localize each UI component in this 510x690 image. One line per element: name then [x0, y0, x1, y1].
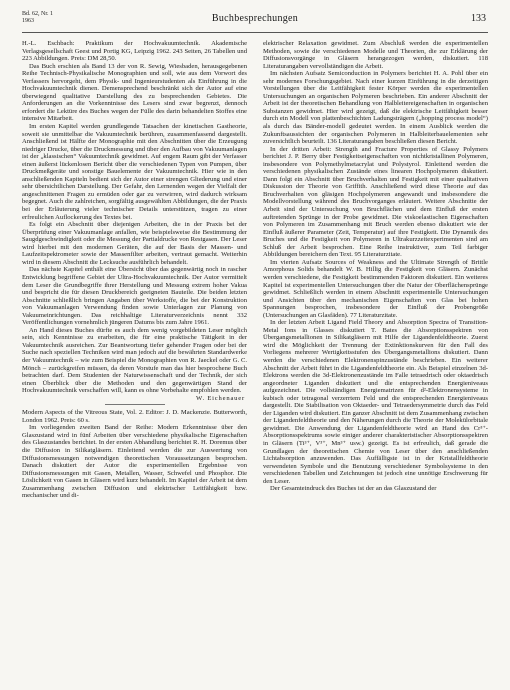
review2-paragraph-3: Im nächsten Aufsatz Semiconduction in Polymers berichtet H. A. Pohl über ein sehr modernes Forschungsgebiet. Nach einer kurzen Einführung in die derzeitigen Vorstellungen über die Leitfähigkeit fester Körper werden die experimentellen Untersuchungen an organischen Polymeren beschrieben. Ein anderer Abschnitt der Arbeit ist der theoretischen Behandlung von Halbleitereigenschaften in organischen Substanzen gewidmet. Hier wird gezeigt, daß die elektrische Leitfähigkeit besser durch ein Modell von plattenbeschichten Ladungsträgern („hopping process model“) als durch das Bänder-modell gedeutet werden. In einem Ausblick werden die Zukunftsaussichten der organischen Polymeren in Halbleiterbauelementen sehr zuversichtlich beurteilt. 136 Literaturangaben beschließen diesen Bericht. — [263, 70, 488, 146]
review1-paragraph-3: Es folgt ein Abschnitt über diejenigen Arbeiten, die in der Praxis bei der Überprüfung einer Vakuumanlage anfallen, wie beispielsweise die Bestimmung der Saugdgeschwindigkeit oder die Messung der Partialdrucke von Restgasen. Der Leser wird hierbei mit den modernen Geräten, die auf der Basis der Massen- und Laufzeitspektrometer sowie der Massenfilter arbeiten, vertraut gemacht. Weiterhin wird in diesem Abschnitt die Lecksuche ausführlich behandelt. — [22, 221, 247, 266]
review1-paragraph-5: An Hand dieses Buches dürfte es auch dem wenig vorgebildeten Leser möglich sein, sich Kenntnisse zu erarbeiten, die für eine praktische Tätigkeit in der Vakuumtechnik ausreichen. Zur Beantwortung tiefer gehender Fragen oder bei der Suche nach speziellen Techniken wird man jedoch auf die bewährten Standardwerke der Vakuumtechnik – wie zum Beispiel die Monographien von R. Jaeckel oder G. C. Mönch – zurückgreifen müssen, da deren Vorstufe man das hier besprochene Buch betrachten darf. Dem Studenten der Naturwissenschaft und der Technik, der sich einen Überblick über die Methoden und den gegenwärtigen Stand der Hochvakuumtechnik verschaffen will, kann es ohne Vorbehalte empfohlen werden. — [22, 326, 247, 395]
journal-year: 1963 — [22, 18, 34, 24]
journal-volume: Bd. 62, Nr. 1 — [22, 11, 54, 17]
review2-paragraph-7: Der Gesamteindruck des Buches ist der an das Glaszustand der — [270, 485, 437, 493]
review1-citation: H.-L. Eschbach: Praktikum der Hochvakuumtechnik. Akademische Verlagsgesellschaft Geest und Portig KG, Leipzig 1962. 243 Seiten, 26 Tabellen und 223 Abbildungen. Preis: DM 28,50. — [22, 40, 247, 63]
review1-paragraph-1: Das Buch erschien als Band 13 der von R. Sewig, Wiesbaden, herausgegebenen Reihe Technisch-Physikalische Monographien und soll, wie aus dem Vorwort des Verfassers hervorgeht, dem Physik- und Ingenieurstudenten als Einführung in die Hochvakuumtechnik dienen. Demensprechend beschränkt sich der Autor auf eine überwiegend qualitative Darstellung des zu besprechenden Gebietes. Die Anforderungen an die Vorkenntnisse des Lesers sind zwar begrenzt, dennoch erfordert die Lektüre des Buches wegen der Fülle des darin behandelten Stoffes eine intensive Mitarbeit. — [22, 62, 247, 123]
review-divider — [105, 404, 165, 405]
right-column — [263, 40, 488, 682]
review1-paragraph-4: Das nächste Kapitel enthält eine Übersicht über das gegenwärtig noch in rascher Entwicklung begriffene Gebiet der Ultra-Hochvakuumtechnik. Der Autor vermittelt dem Leser die Grundbegriffe ihrer Herstellung und Messung extrem hoher Vakua und bespricht die für diesen Druckbereich geeigneten Bauteile. Die beiden letzten Abschnitte schließlich bringen Angaben über Werkstoffe, die bei der Konstruktion von Vakuumanlagen Verwendung finden sowie Unterlagen zur Planung von Vakuumeinrichtungen. Das reichhaltige Literaturverzeichnis nennt 332 Veröffentlichungen vornehmlich jüngeren Datums bis zum Jahre 1961. — [22, 266, 247, 327]
review2-citation: Modern Aspects of the Vitreous State, Vol. 2. Editor: J. D. Mackenzie. Butterworth, London 1962. Preis: 60 s. — [22, 409, 247, 424]
review1-paragraph-2: Im ersten Kapitel werden grundlegende Tatsachen der kinetischen Gastheorie, soweit sie unmittelbar die Vakuumtechnik berühren, zusammenfassend dargestellt. Anschließend ist Hälfte der Monographie mit den Abschnitten über die Erzeugung niedriger Drucke, über die Druckmessung und über den Aufbau von Vakuumanlagen ist der „klassischen“ Vakuumtechnik gewidmet. Auf engem Raum gibt der Verfasser einen äußerst lückenlosen Bericht über die verschiedenen Typen von Pumpen, über Druckmeßgeräte und sonstige Bauelemente der Vakuumtechnik. Hier wie in den anschließenden Kapiteln bedient sich der Autor einer strengen Gliederung und einer sehr übersichtlichen Darstellung. Der Gefahr, den Lernenden wegen der Vielfalt der angeschnittenen Fragen zu ermüden oder gar zu verwirren, wird dadurch wirksam begegnet. Auch die zahlreichen, sorgfältig ausgewählten Abbildungen, die der Praxis bei der Erläuterung vieler technischer Details unterstützen, tragen zu einer erfreulichen Auflockerung des Textes bei. — [22, 123, 247, 221]
review2-paragraph-6: In der letzten Arbeit Ligand Field Theory and Absorption Spectra of Transition-Metal Ions in Glasses diskutiert T. Bates die Absorptionsspektren von Übergangsmetallionen in Silikatgläsern mit Hilfe der Ligandenfeldtheorie. Zuerst wird die Möglichkeit der Trennung der Extinktionskurven für den Fall des Vorliegens mehrerer Wertigkeitsstufen des Übergangsmetallions diskutiert. Dann werden die verschiedenen Elektronenspinzustände beschrieben. Ein weiterer Abschnitt der Arbeit führt in die Ligandenfeldtheorie ein. Als Beispiel einzelnen 3d-Elektrons werden die 3d-Elektronenzustände im Falle tetraedrisch oder oktaedrisch angeordneter Liganden diskutiert und die entsprechenden Energieniveaus aufgezeichnet. Die vollständigen Energiematrizen für d²-Elektronensysteme in kubisch oder tetragonal verzerrtem Feld und die entsprechenden Energieniveaus dargestellt. Die Stabilisation von Oktaeder- und Tetraedersymmetrie durch das Feld der Liganden wird diskutiert. Ein ganzer Abschnitt ist dem Zusammenhang zwischen der Ligandenfeldtheorie und den Näherungen durch die Theorie der Molekülorbitale gewidmet. Die Anwendung der Ligandenfeldtheorie wird an Hand des Cr³⁺-Absorptionsspektrums sowie einiger anderer charakteristischer Absorptionsspektren in Gläsern (Ti³⁺, V³⁺, Mn³⁺ usw.) gezeigt. Es ist erfreulich, daß gerade die Grundlagen der theoretischen Chemie von Leser über den anschließenden Lichtabsorption anzuwenden. Das Auffälligste ist in der Kristallfeldtheorie verwendeten Symbole und die Benutzung verschiedener Symbolsysteme in den verschiedenen Tabellen und Zeichnungen ist jedoch eine unnötige Erschwerung für den Leser. — [263, 319, 488, 485]
review2-paragraph-4: In der dritten Arbeit: Strength and Fracture Properties of Glassy Polymers berichtet J. P. Berry über Festigkeitseigenschaften von nichtkristallinen Polymeren, insbesondere von Polymethylmetacrylat und Polystyrol. Einleitend werden die verschiedenen physikalischen Zustände eines linearen Hochpolymeren diskutiert. Dann folgt ein Abschnitt über Bruchverhalten und Festigkeit mit einer qualitativen Diskussion der Theorie von Griffith. Anschließend wird diese Theorie auf das Bruchverhalten von gläsigen Hochpolymeren angewandt und insbesondere die Modellvorstellung während des Bruchvorganges erläutert. Weitere Abschnitte der Arbeit sind der Untersuchung von Bruchflächen und dem Einfluß der ersten auftretenden Sprünge in der Probe gewidmet. Die viskoelastischen Eigenschaften von Polymeren im Zusammenhang mit Bruch werden ebenso diskutiert wie der Einfluß äußerer Parameter (Zeit, Temperatur) auf ihre Festigkeit. Die Dynamik des Bruches und die Festigkeit von Polymeren in Ultrakurzzeitexperimenten sind am Schluß der Arbeit besprochen. Eine Reihe instruktiver, zum Teil farbiger Abbildungen bereichern den Text. 95 Literaturzitate. — [263, 145, 488, 259]
section-title: Buchbesprechungen — [211, 13, 299, 24]
page-number: 133 — [471, 13, 486, 24]
review2-paragraph-1: Im vorliegenden zweiten Band der Reihe: Modern Erkenntnisse über den Glaszustand wird in fünf Arbeiten über verschiedene physikalische Eigenschaften des Glaszustandes berichtet. In der ersten Abhandlung berichtet R. H. Doremus über die Diffusion in Silikatgläsern. Einleitend werden die zur Auswertung von Diffusionsmessungen notwendigen theoretischen Voraussetzungen besprochen. Danach diskutiert der Autor die experimentellen Ergebnisse von Diffusionsmessungen mit Gasen, Metallen, Wasser, Schwefel und Phosphor. Die Löslichkeit von Gasen in Gläsern wird kurz behandelt. Im Kapitel der Arbeit ist dem Zusammenhang zwischen Diffusion und elektrischer Leitfähigkeit bzw. mechanischer und di- — [22, 424, 247, 500]
left-column — [22, 40, 247, 682]
page-header — [22, 10, 488, 33]
review2-paragraph-5: Im vierten Aufsatz Sources of Weakness and the Ultimate Strength of Brittle Amorphous Solids behandelt W. B. Hillig die Festigkeit von Gläsern. Zunächst werden verschiedene, die Festigkeit bestimmenden Faktoren diskutiert. Ein weiteres Kapitel ist experimentellen Untersuchungen über die Natur der Oberflächensprünge gewidmet. Schließlich werden in einem Abschnitt experimentelle Untersuchungen und Ansichten über den mechanischen Eigenschaften von Glas bei hohen Spannungen besprochen, insbesondere der Einfluß der Probengröße (Untersuchungen an Glasfäden). 77 Literaturzitate. — [263, 258, 488, 319]
review1-signature: W. Eichenauer — [196, 394, 245, 402]
review2-paragraph-2: elektrischer Relaxation gewidmet. Zum Abschluß werden die experimentellen Methoden, sowie die verschiedenen Modelle und Theorien, die zur Erklärung der Diffusionsvorgänge in Gläsern herangezogen werden, diskutiert. 118 Literaturangaben vervollständigen die Arbeit. — [263, 40, 488, 70]
